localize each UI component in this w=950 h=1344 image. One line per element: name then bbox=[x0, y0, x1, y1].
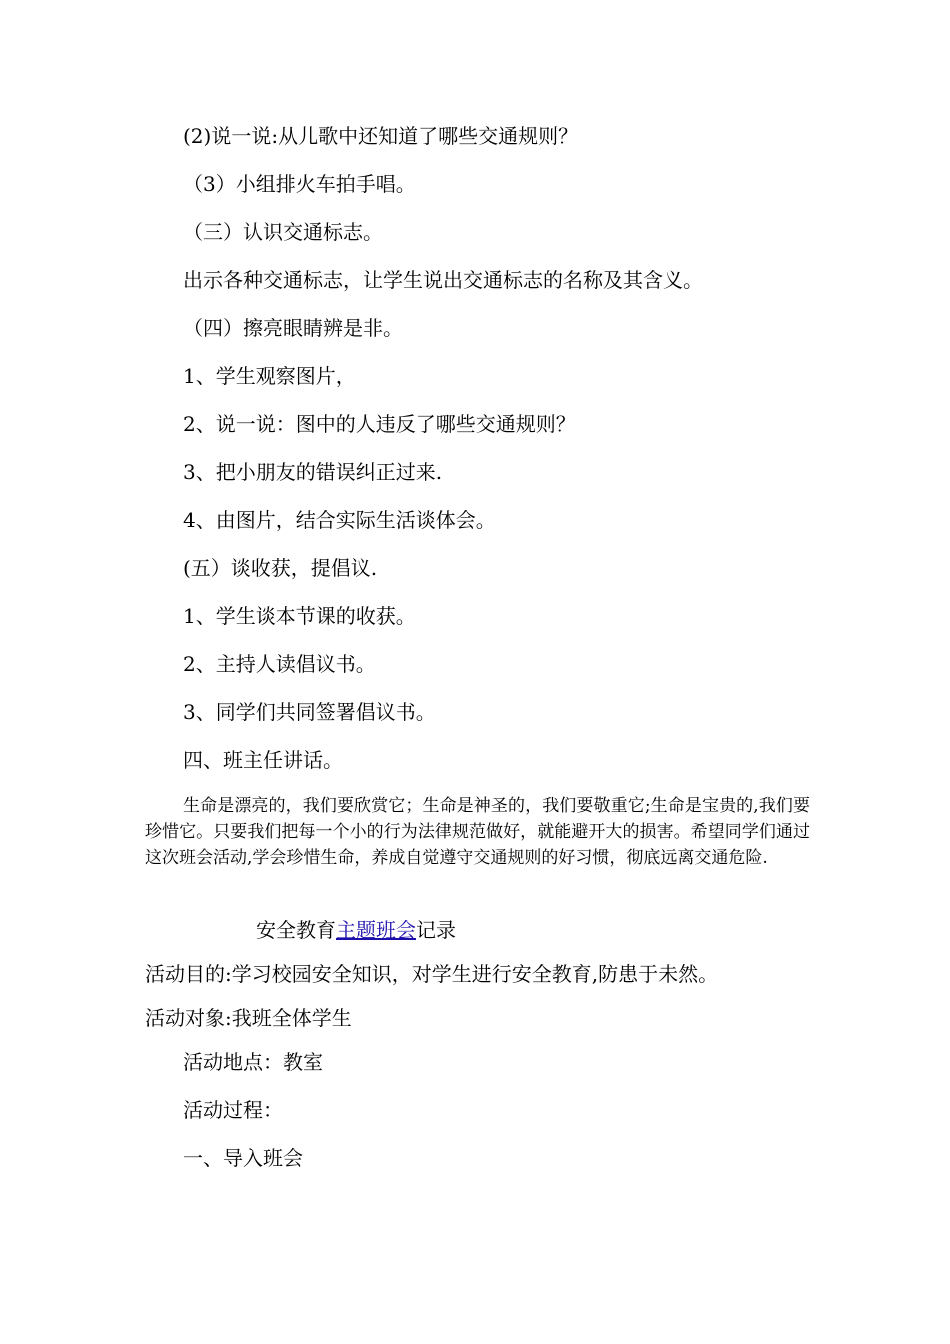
activity-target: 活动对象:我班全体学生 bbox=[145, 1006, 352, 1030]
line-show-signs: 出示各种交通标志，让学生说出交通标志的名称及其含义。 bbox=[183, 268, 703, 292]
line-read-proposal: 2、主持人读倡议书。 bbox=[183, 652, 376, 676]
closing-paragraph: 生命是漂亮的，我们要欣赏它；生命是神圣的，我们要敬重它;生命是宝贵的,我们要珍惜它。只要我们把每一个小的行为法律规范做好，就能避开大的损害。希望同学们通过这次班会活动,学会珍惜生命，养成自觉遵守交通规则的好习惯，彻底远离交通危险. bbox=[145, 796, 810, 868]
line-rules-question: (2)说一说:从儿歌中还知道了哪些交通规则？ bbox=[183, 124, 579, 148]
line-observe-pictures: 1、学生观察图片， bbox=[183, 364, 356, 388]
heading-harvest-proposal: (五）谈收获，提倡议. bbox=[183, 556, 378, 580]
activity-purpose: 活动目的:学习校园安全知识，对学生进行安全教育,防患于未然。 bbox=[145, 962, 719, 986]
activity-process: 活动过程： bbox=[183, 1098, 283, 1122]
title-prefix: 安全教育 bbox=[256, 918, 336, 942]
line-discuss-experience: 4、由图片，结合实际生活谈体会。 bbox=[183, 508, 496, 532]
section-title bbox=[256, 918, 456, 942]
title-suffix: 记录 bbox=[416, 918, 456, 942]
activity-location: 活动地点：教室 bbox=[183, 1050, 323, 1074]
activity-step-1: 一、导入班会 bbox=[183, 1146, 303, 1170]
line-correct-mistakes: 3、把小朋友的错误纠正过来. bbox=[183, 460, 443, 484]
line-sing-together: （3）小组排火车拍手唱。 bbox=[183, 172, 416, 196]
line-talk-harvest: 1、学生谈本节课的收获。 bbox=[183, 604, 416, 628]
line-violations-question: 2、说一说：图中的人违反了哪些交通规则？ bbox=[183, 412, 576, 436]
heading-right-wrong: （四）擦亮眼睛辨是非。 bbox=[183, 316, 403, 340]
title-link[interactable]: 主题班会 bbox=[336, 918, 416, 942]
line-sign-proposal: 3、同学们共同签署倡议书。 bbox=[183, 700, 436, 724]
heading-traffic-signs: （三）认识交通标志。 bbox=[183, 220, 383, 244]
heading-teacher-speech: 四、班主任讲话。 bbox=[183, 748, 343, 772]
